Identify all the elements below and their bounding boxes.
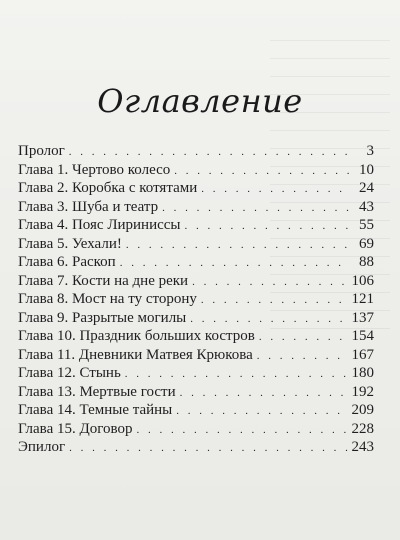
toc-dot-leader [201, 291, 348, 310]
toc-entry-page-number: 55 [359, 217, 374, 233]
toc-entry-title: Глава 2. Коробка с котятами [18, 180, 198, 196]
toc-entry-page-number: 154 [351, 328, 374, 344]
toc-entry [18, 235, 374, 254]
toc-entry-page-number: 167 [351, 346, 374, 363]
toc-dot-leader [69, 439, 347, 458]
toc-dot-leader [176, 402, 347, 421]
toc-dot-leader [259, 328, 348, 347]
toc-entry [18, 438, 374, 457]
toc-entry [18, 346, 374, 365]
toc-entry-title: Глава 12. Стынь [18, 365, 121, 381]
toc-entry-page-number: 243 [351, 439, 374, 455]
toc-dot-leader [185, 217, 350, 236]
toc-entry-title: Пролог [18, 143, 65, 159]
toc-entry-page-number: 88 [359, 254, 374, 270]
table-of-contents [18, 142, 374, 457]
toc-entry-page-number: 192 [351, 383, 374, 400]
toc-dot-leader [192, 273, 347, 292]
toc-entry-title: Эпилог [18, 439, 66, 455]
toc-entry-page-number: 121 [351, 291, 374, 307]
toc-entry-title: Глава 7. Кости на дне реки [18, 272, 189, 289]
toc-entry-title: Глава 9. Разрытые могилы [18, 309, 187, 326]
toc-entry [18, 290, 374, 309]
toc-entry [18, 216, 374, 235]
toc-dot-leader [174, 162, 350, 181]
toc-dot-leader [136, 421, 347, 440]
page-title: Оглавление [97, 82, 303, 120]
toc-entry-title: Глава 6. Раскоп [18, 254, 116, 270]
toc-entry-page-number: 43 [359, 198, 374, 215]
toc-entry [18, 327, 374, 346]
toc-entry-page-number: 3 [366, 143, 374, 159]
toc-entry-page-number: 209 [351, 402, 374, 418]
toc-entry-title: Глава 4. Пояс Лириниссы [18, 217, 181, 233]
toc-entry-page-number: 137 [351, 309, 374, 326]
toc-dot-leader [162, 199, 350, 218]
toc-dot-leader [257, 347, 348, 366]
toc-entry [18, 272, 374, 291]
toc-dot-leader [201, 180, 350, 199]
toc-dot-leader [69, 143, 350, 162]
toc-entry [18, 142, 374, 161]
toc-entry [18, 198, 374, 217]
toc-entry-title: Глава 8. Мост на ту сторону [18, 291, 197, 307]
toc-entry-page-number: 10 [359, 161, 374, 178]
toc-dot-leader [190, 310, 347, 329]
toc-entry-title: Глава 3. Шуба и театр [18, 198, 159, 215]
toc-entry [18, 401, 374, 420]
toc-entry-title: Глава 5. Уехали! [18, 235, 122, 252]
toc-entry-page-number: 180 [351, 365, 374, 381]
toc-entry [18, 253, 374, 272]
toc-entry [18, 364, 374, 383]
toc-entry [18, 383, 374, 402]
toc-entry-title: Глава 13. Мертвые гости [18, 383, 176, 400]
toc-entry-title: Глава 15. Договор [18, 420, 133, 437]
toc-dot-leader [120, 254, 350, 273]
toc-entry-title: Глава 1. Чертово колесо [18, 161, 171, 178]
toc-entry [18, 179, 374, 198]
toc-dot-leader [180, 384, 348, 403]
toc-dot-leader [126, 236, 350, 255]
toc-entry [18, 161, 374, 180]
toc-entry-page-number: 69 [359, 235, 374, 252]
toc-entry-page-number: 106 [351, 272, 374, 289]
toc-dot-leader [125, 365, 348, 384]
toc-entry-title: Глава 10. Праздник больших костров [18, 328, 255, 344]
toc-entry [18, 309, 374, 328]
toc-entry-page-number: 228 [351, 420, 374, 437]
toc-entry-title: Глава 14. Темные тайны [18, 402, 173, 418]
toc-entry-page-number: 24 [359, 180, 374, 196]
toc-entry-title: Глава 11. Дневники Матвея Крюкова [18, 346, 253, 363]
toc-entry [18, 420, 374, 439]
